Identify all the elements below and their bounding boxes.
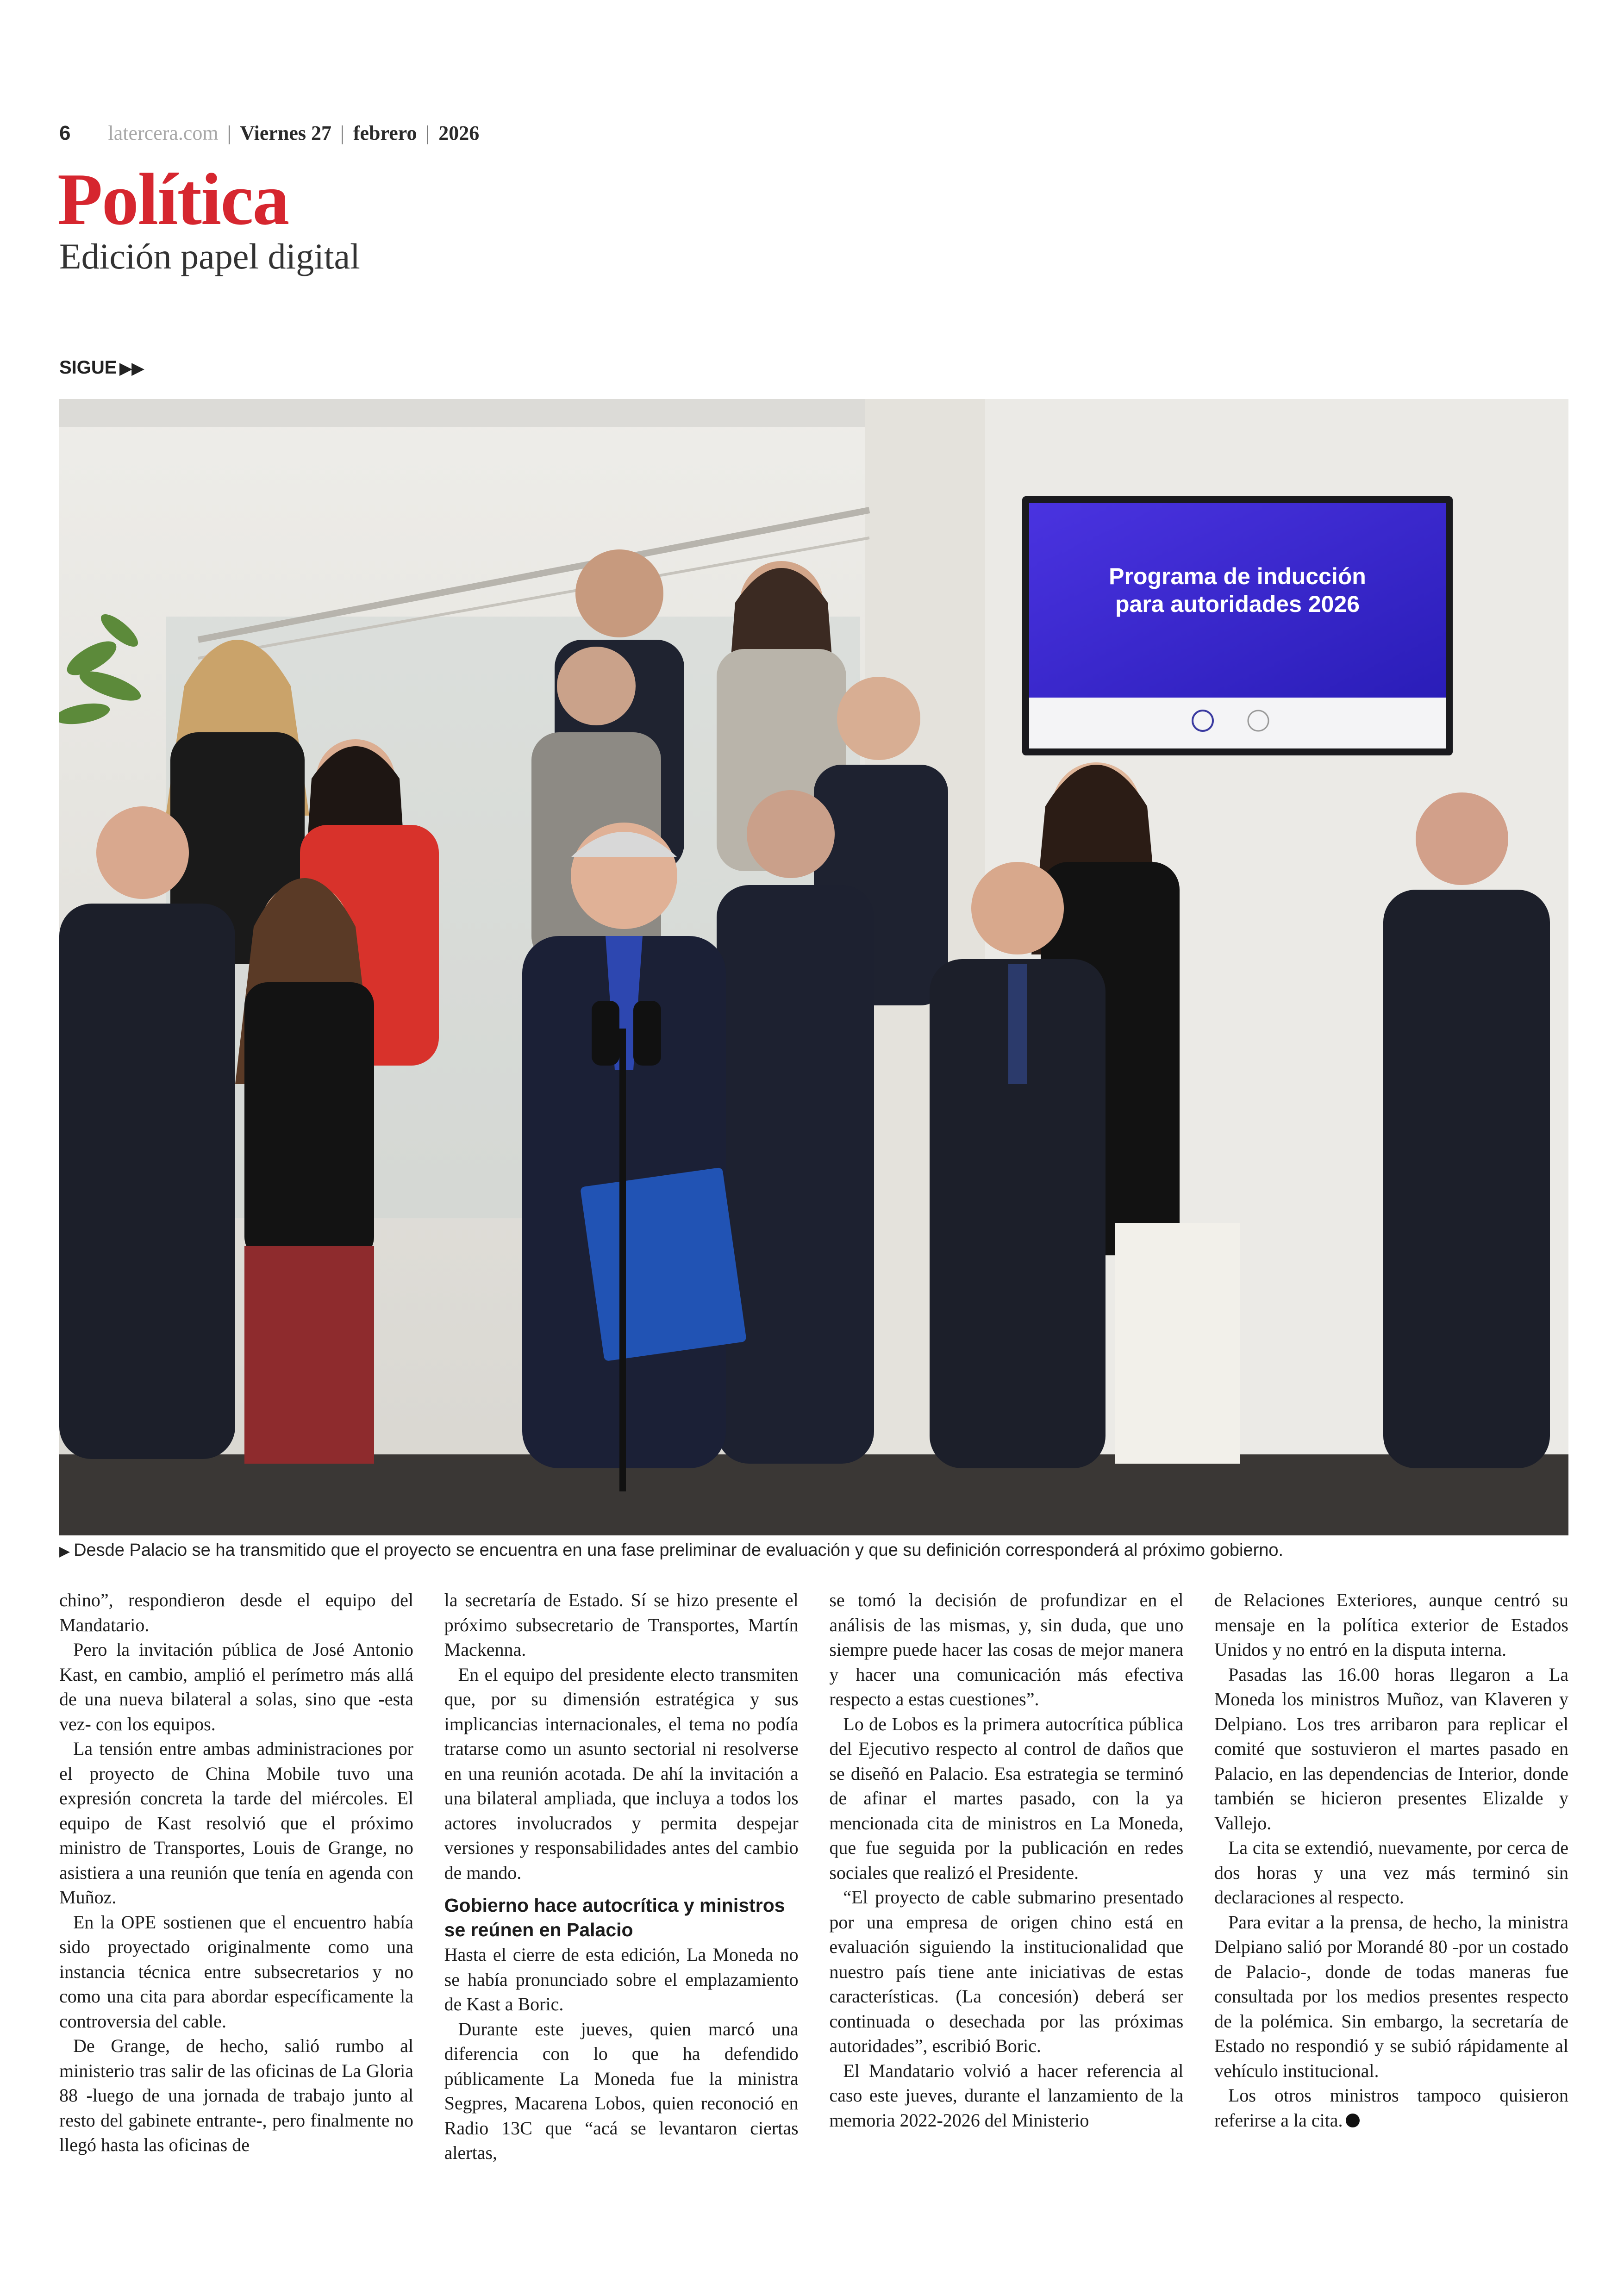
main-photo — [59, 399, 1568, 1535]
date-month: febrero — [353, 122, 417, 144]
separator: | — [425, 122, 430, 144]
floor — [59, 1454, 1568, 1535]
column-1 — [59, 1588, 413, 2165]
paragraph: En la OPE sostienen que el encuentro había sido proyectado originalmente como una instancia técnica entre subsecretarios y no como una cita para abordar específicamente la controversia del cable. — [59, 1911, 413, 2032]
site-link[interactable]: latercera.com — [108, 122, 219, 144]
paragraph-last — [1214, 2083, 1568, 2133]
paragraph: Lo de Lobos es la primera autocrítica pública del Ejecutivo respecto al control de daños que se diseñó en Palacio. Esa estrategia se terminó de afinar el martes pasado, con la ya mencionada cita de ministros en La Moneda, que fue seguida por la publicación en redes sociales que realizó el Presidente. — [829, 1713, 1184, 1883]
tv-footer — [1029, 698, 1446, 748]
end-mark-icon — [1346, 2114, 1360, 2127]
date-year: 2026 — [438, 122, 480, 144]
date-weekday: Viernes 27 — [240, 122, 332, 144]
paragraph: Pero la invitación pública de José Antonio Kast, en cambio, amplió el perímetro más allá de una nueva bilateral a solas, sino que -esta vez- con los equipos. — [59, 1639, 413, 1734]
paragraph: Durante este jueves, quien marcó una diferencia con lo que ha defendido públicamente La Moneda fue la ministra Segpres, Macarena Lobos, quien reconoció en Radio 13C que “acá se levantaron ciertas alertas, — [444, 2018, 799, 2163]
microphone-left — [592, 1001, 619, 1066]
paragraph: la secretaría de Estado. Sí se hizo presente el próximo subsecretario de Transportes, Martín Mackenna. — [444, 1590, 799, 1660]
paragraph-text: Los otros ministros tampoco quisieron referirse a la cita. — [1214, 2085, 1568, 2131]
paragraph: “El proyecto de cable submarino presentado por una empresa de origen chino está en evaluación siguiendo la institucionalidad que nuestro país tiene ante iniciativas de estas características. (La concesión) deberá ser continuada o desechada por las próximas autoridades”, escribió Boric. — [829, 1887, 1184, 2056]
caption-text: Desde Palacio se ha transmitido que el proyecto se encuentra en una fase preliminar de evaluación y que su definición corresponderá al próximo gobierno. — [74, 1540, 1284, 1560]
play-icon: ▶ — [59, 1544, 70, 1559]
separator: | — [227, 122, 231, 144]
tv-title-line1: Programa de inducción — [1109, 563, 1366, 589]
continue-marker — [59, 357, 144, 378]
paragraph: Para evitar a la prensa, de hecho, la ministra Delpiano salió por Morandé 80 -por un costado de Palacio-, donde de todas maneras fue consultada por los medios presentes respecto de la polémica. Sin embargo, la secretaría de Estado no respondió y se subió rápidamente al vehículo institucional. — [1214, 1911, 1568, 2081]
article-columns — [59, 1588, 1568, 2165]
separator: | — [340, 122, 344, 144]
continue-label: SIGUE — [59, 357, 117, 378]
subheading: Gobierno hace autocrítica y ministros se reúnen en Palacio — [444, 1895, 785, 1940]
paragraph: La cita se extendió, nuevamente, por cerca de dos horas y una vez más terminó sin declaraciones al respecto. — [1214, 1837, 1568, 1908]
microphone-stand — [619, 1029, 626, 1491]
microphone-right — [633, 1001, 661, 1066]
photo-illustration — [59, 399, 1568, 1535]
tv-title-line2: para autoridades 2026 — [1115, 591, 1360, 617]
paragraph: El Mandatario volvió a hacer referencia al caso este jueves, durante el lanzamiento de la memoria 2022-2026 del Ministerio — [829, 2060, 1184, 2131]
paragraph: De Grange, de hecho, salió rumbo al ministerio tras salir de las oficinas de La Gloria 88 -luego de una jornada de trabajo junto al resto del gabinete entrante-, pero finalmente no llegó hasta las oficinas de — [59, 2035, 413, 2155]
photo-caption — [59, 1540, 1568, 1560]
column-2 — [444, 1588, 799, 2165]
blue-folder — [580, 1167, 747, 1361]
paragraph: La tensión entre ambas administraciones por el proyecto de China Mobile tuvo una expresión concreta la tarde del miércoles. El equipo de Kast resolvió que el próximo ministro de Transportes, Louis de Grange, no asistiera a una reunión que tenía en agenda con Muñoz. — [59, 1738, 413, 1908]
page-number: 6 — [59, 122, 71, 144]
paragraph: chino”, respondieron desde el equipo del Mandatario. — [59, 1590, 413, 1635]
section-title: Política — [57, 158, 289, 240]
paragraph: En el equipo del presidente electo transmiten que, por su dimensión estratégica y sus implicancias internacionales, el tema no podía tratarse como un asunto sectorial ni resolverse en una reunión acotada. De ahí la invitación a una bilateral ampliada, que incluya a todos los actores involucrados y permita despejar versiones y responsabilidades antes del cambio de mando. — [444, 1664, 799, 1883]
edition-subtitle: Edición papel digital — [59, 236, 360, 276]
page-header — [59, 121, 479, 154]
paragraph: se tomó la decisión de profundizar en el análisis de las mismas, y, sin duda, que uno siempre puede hacer las cosas de mejor manera y hacer una comunicación más efectiva respecto a estas cuestiones”. — [829, 1590, 1184, 1709]
column-4 — [1214, 1588, 1568, 2165]
paragraph: Pasadas las 16.00 horas llegaron a La Moneda los ministros Muñoz, van Klaveren y Delpiano. Los tres arribaron para replicar el comité que sostuvieron el martes pasado en Palacio, en las dependencias de Interior, donde también se hicieron presentes Elizalde y Vallejo. — [1214, 1664, 1568, 1834]
column-3 — [829, 1588, 1183, 2165]
double-play-icon: ▶▶ — [119, 360, 144, 377]
paragraph: de Relaciones Exteriores, aunque centró su mensaje en la política exterior de Estados Unidos y no entró en la disputa interna. — [1214, 1590, 1568, 1660]
paragraph: Hasta el cierre de esta edición, La Moneda no se había pronunciado sobre el emplazamiento de Kast a Boric. — [444, 1944, 799, 2014]
